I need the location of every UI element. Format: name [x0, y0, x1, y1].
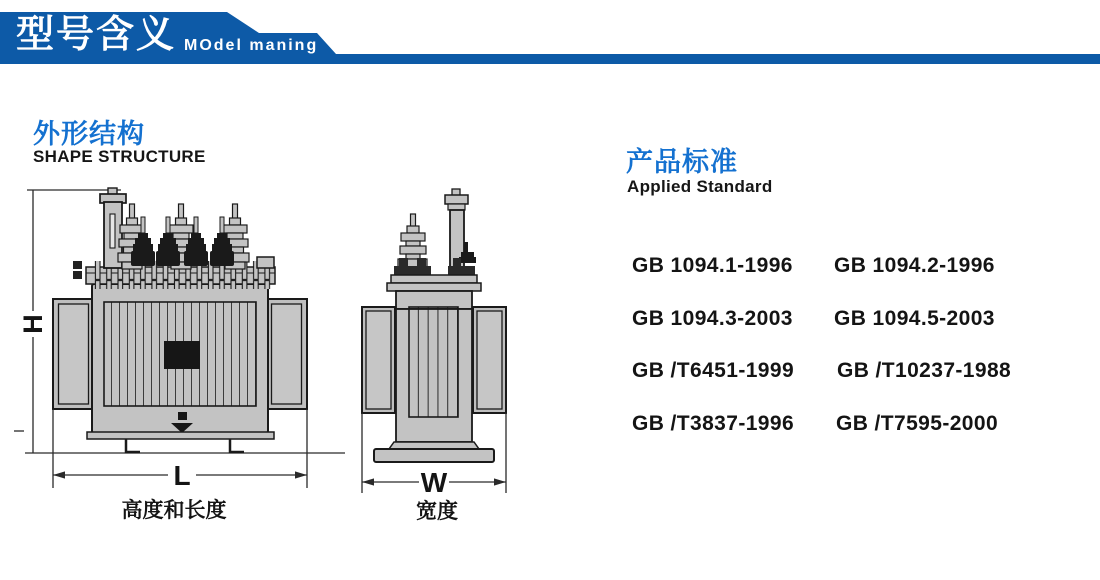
standard-item: GB 1094.5-2003: [834, 307, 995, 330]
standards-section-title: 产品标准: [626, 147, 738, 177]
front-view: [14, 188, 345, 522]
standard-item: GB 1094.1-1996: [632, 254, 793, 277]
front-view-caption: 高度和长度: [121, 499, 227, 522]
page-title: 型号含义: [16, 14, 177, 56]
height-dimension-label: [18, 314, 48, 334]
shape-section-subtitle: SHAPE STRUCTURE: [33, 147, 206, 166]
standard-item: GB /T6451-1999: [632, 359, 795, 382]
side-view-caption: 宽度: [416, 500, 458, 523]
standard-item: GB /T10237-1988: [837, 359, 1012, 382]
front-base-plate: [87, 432, 274, 439]
standard-item: GB 1094.2-1996: [834, 254, 995, 277]
transformer-shape-drawing: [0, 180, 560, 540]
arrow-right-icon: [295, 471, 307, 478]
width-dimension-label: W: [420, 467, 448, 498]
side-view: [362, 189, 506, 523]
standard-item: GB /T7595-2000: [836, 412, 999, 435]
side-base-plate: [374, 449, 494, 462]
standard-item: GB 1094.3-2003: [632, 307, 793, 330]
length-dimension-label: L: [173, 460, 191, 491]
side-top-flange: [387, 275, 481, 291]
arrow-right-icon: [494, 478, 506, 485]
front-feet: [126, 439, 244, 452]
side-corrugated-fins: [409, 307, 458, 417]
page-subtitle: MOdel maning: [184, 37, 319, 54]
standard-item: GB /T3837-1996: [632, 412, 795, 435]
arrow-left-icon: [53, 471, 65, 478]
svg-text:H: H: [18, 314, 48, 334]
side-skirt: [389, 442, 479, 449]
nameplate: [164, 341, 200, 369]
standards-section-subtitle: Applied Standard: [627, 177, 773, 196]
arrow-left-icon: [362, 478, 374, 485]
shape-section-title: 外形结构: [33, 119, 145, 149]
